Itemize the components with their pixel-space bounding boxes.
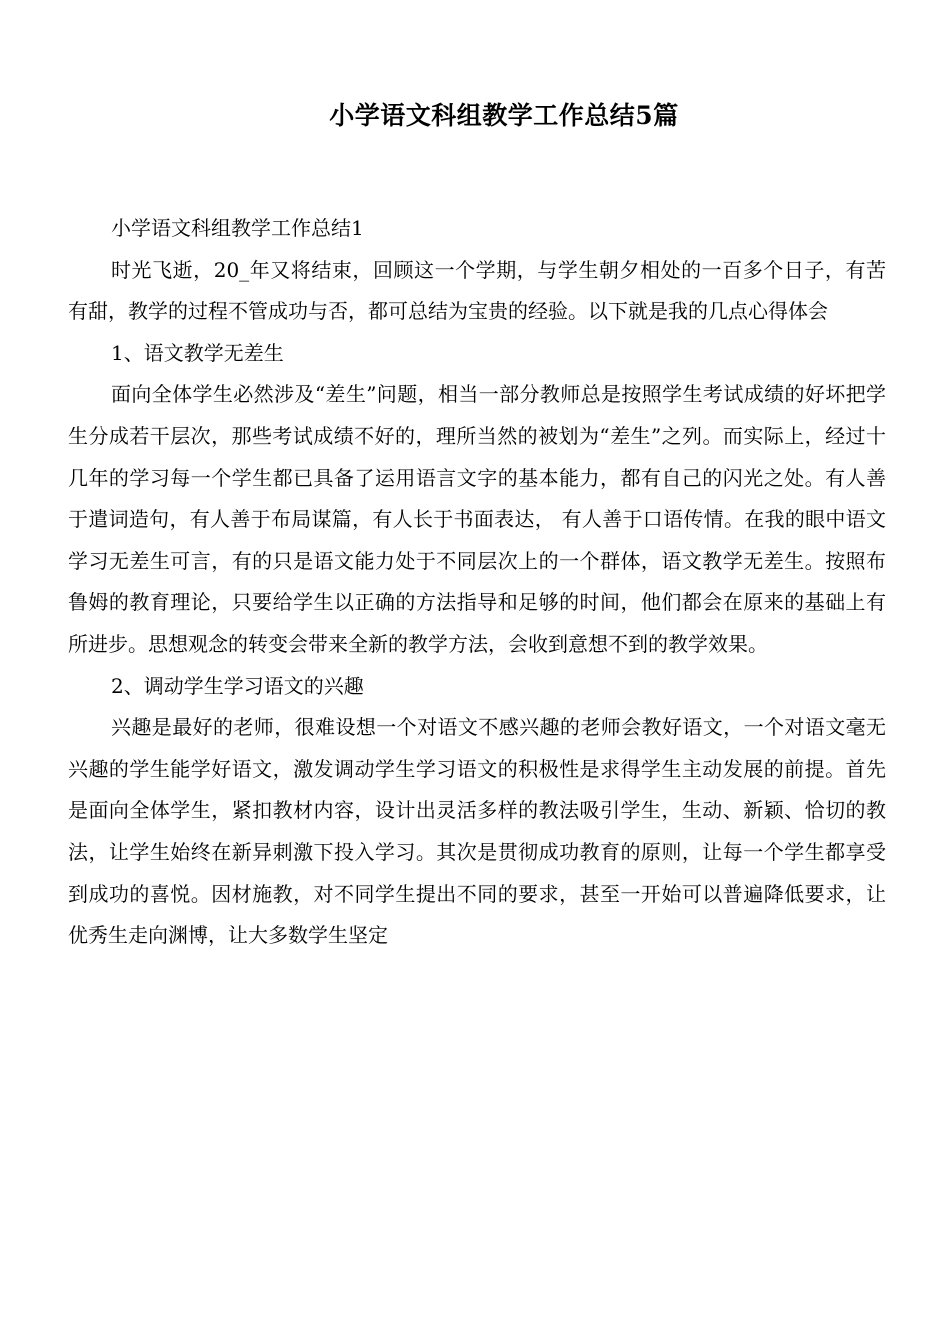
- paragraph: 兴趣是最好的老师，很难设想一个对语文不感兴趣的老师会教好语文，一个对语文毫无兴趣的学生能学好语文，激发调动学生学习语文的积极性是求得学生主动发展的前提。首先是面向全体学生，紧扣教材内容，设计出灵活多样的教法吸引学生，生动、新颖、恰切的教法，让学生始终在新异刺激下投入学习。其次是贯彻成功教育的原则，让每一个学生都享受到成功的喜悦。因材施教，对不同学生提出不同的要求，甚至一开始可以普遍降低要求，让优秀生走向渊博，让大多数学生坚定: [68, 715, 886, 948]
- paragraph: 时光飞逝，20_年又将结束，回顾这一个学期，与学生朝夕相处的一百多个日子，有苦有甜，教学的过程不管成功与否，都可总结为宝贵的经验。以下就是我的几点心得体会: [68, 257, 886, 324]
- document-title: 小学语文科组教学工作总结5篇: [329, 101, 679, 130]
- subsection-heading: 1、语文教学无差生: [111, 340, 284, 365]
- subsection-heading: 2、调动学生学习语文的兴趣: [111, 673, 364, 698]
- section-heading: 小学语文科组教学工作总结1: [111, 216, 364, 240]
- paragraph: 面向全体学生必然涉及“差生”问题，相当一部分教师总是按照学生考试成绩的好坏把学生分成若干层次，那些考试成绩不好的，理所当然的被划为“差生”之列。而实际上，经过十几年的学习每一个学生都已具备了运用语言文字的基本能力，都有自己的闪光之处。有人善于遣词造句，有人善于布局谋篇，有人长于书面表达， 有人善于口语传情。在我的眼中语文学习无差生可言，有的只是语文能力处于不同层次上的一个群体，语文教学无差生。按照布鲁姆的教育理论，只要给学生以正确的方法指导和足够的时间，他们都会在原来的基础上有所进步。思想观念的转变会带来全新的教学方法，会收到意想不到的教学效果。: [68, 382, 886, 656]
- document-body: [68, 208, 886, 957]
